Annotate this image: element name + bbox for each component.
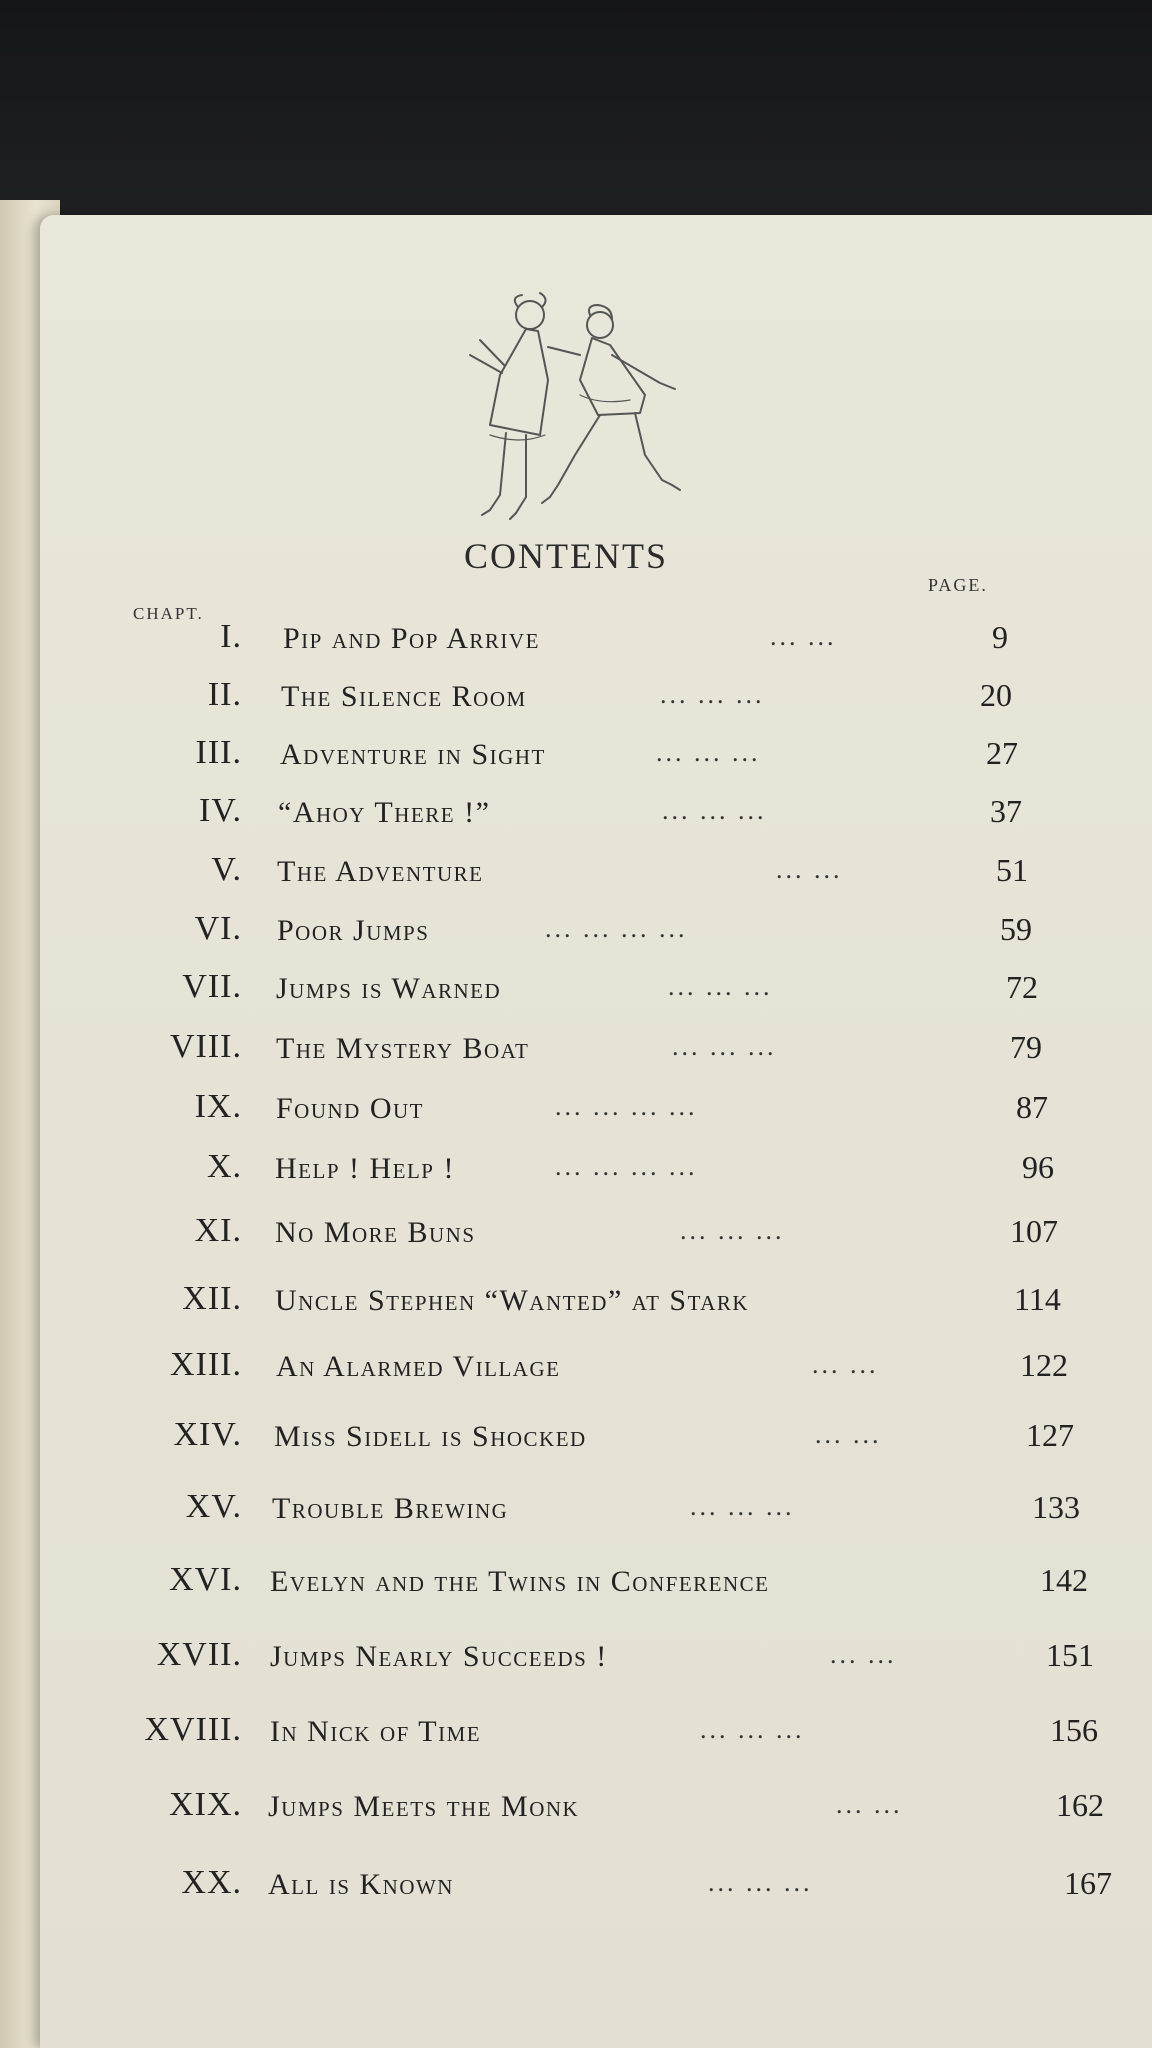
leader-dots: ... ... (776, 855, 843, 884)
page-number: 51 (996, 852, 1028, 888)
page-title: CONTENTS (464, 536, 668, 576)
leader-dots: ... ... ... ... (555, 1092, 698, 1121)
chapter-title: Found Out (276, 1092, 425, 1125)
page-number: 59 (1000, 911, 1032, 947)
toc-row (0, 1274, 1152, 1324)
chapter-title: Jumps Nearly Succeeds ! (270, 1640, 608, 1673)
page-column-header: PAGE. (928, 575, 988, 595)
chapter-number: XIX. (169, 1786, 242, 1823)
chapter-title: Uncle Stephen “Wanted” at Stark (275, 1284, 750, 1317)
toc-row (0, 1410, 1152, 1460)
two-children-dancing-illustration (430, 285, 710, 535)
page-number: 114 (1014, 1281, 1061, 1317)
toc-row (0, 786, 1152, 836)
chapter-title: In Nick of Time (270, 1715, 482, 1748)
leader-dots: ... ... ... (680, 1216, 785, 1245)
page-number: 151 (1046, 1637, 1094, 1673)
chapter-number: XX. (181, 1864, 242, 1901)
toc-row (0, 1142, 1152, 1192)
page-number: 127 (1026, 1417, 1074, 1453)
chapter-title: Miss Sidell is Shocked (274, 1420, 587, 1453)
chapter-title: No More Buns (275, 1216, 476, 1249)
leader-dots: ... ... (770, 622, 837, 651)
toc-row (0, 1630, 1152, 1680)
chapter-title: Trouble Brewing (272, 1492, 509, 1525)
leader-dots: ... ... (812, 1350, 879, 1379)
leader-dots: ... ... ... (662, 796, 767, 825)
chapter-title: Help ! Help ! (275, 1152, 455, 1185)
toc-row (0, 670, 1152, 720)
chapter-title: The Adventure (277, 855, 484, 888)
toc-row (0, 1482, 1152, 1532)
chapter-number: I. (220, 618, 242, 655)
toc-row (0, 1780, 1152, 1830)
chapter-title: The Silence Room (281, 680, 527, 713)
chapter-number: III. (195, 734, 242, 771)
chapter-column-header: CHAPT. (133, 604, 204, 623)
page-number: 79 (1010, 1029, 1042, 1065)
chapter-number: X. (206, 1148, 242, 1185)
toc-row (0, 1082, 1152, 1132)
chapter-number: XIV. (173, 1416, 242, 1453)
page-number: 107 (1010, 1213, 1058, 1249)
toc-row (0, 1705, 1152, 1755)
chapter-title: Pip and Pop Arrive (283, 622, 540, 655)
toc-row (0, 1206, 1152, 1256)
toc-row (0, 1340, 1152, 1390)
chapter-title: Jumps is Warned (276, 972, 502, 1005)
toc-row (0, 845, 1152, 895)
page-number: 142 (1040, 1562, 1088, 1598)
chapter-number: XIII. (169, 1346, 242, 1383)
chapter-title: Evelyn and the Twins in Conference (270, 1565, 770, 1598)
leader-dots: ... ... ... (672, 1032, 777, 1061)
chapter-title: All is Known (268, 1868, 454, 1901)
chapter-number: V. (211, 851, 242, 888)
page-number: 167 (1064, 1865, 1112, 1901)
chapter-title: “Ahoy There !” (278, 796, 491, 829)
leader-dots: ... ... (830, 1640, 897, 1669)
page-number: 37 (990, 793, 1022, 829)
toc-row (0, 728, 1152, 778)
leader-dots: ... ... ... (656, 738, 761, 767)
dark-background (0, 0, 1152, 240)
page-number: 133 (1032, 1489, 1080, 1525)
chapter-number: VII. (182, 968, 242, 1005)
page-number: 27 (986, 735, 1018, 771)
chapter-number: XV. (185, 1488, 242, 1525)
chapter-number: IX. (194, 1088, 242, 1125)
chapter-number: XII. (182, 1280, 242, 1317)
chapter-number: XVI. (169, 1561, 242, 1598)
chapter-number: XI. (194, 1212, 242, 1249)
page-number: 72 (1006, 969, 1038, 1005)
leader-dots: ... ... ... (668, 972, 773, 1001)
toc-row (0, 962, 1152, 1012)
chapter-number: XVII. (156, 1636, 242, 1673)
page-number: 87 (1016, 1089, 1048, 1125)
page-number: 122 (1020, 1347, 1068, 1383)
chapter-number: IV. (199, 792, 242, 829)
toc-row (0, 1555, 1152, 1605)
chapter-number: VIII. (169, 1028, 242, 1065)
page-number: 96 (1022, 1149, 1054, 1185)
leader-dots: ... ... ... (690, 1492, 795, 1521)
chapter-title: Poor Jumps (277, 914, 430, 947)
chapter-title: Adventure in Sight (280, 738, 546, 771)
chapter-number: II. (207, 676, 242, 713)
page-number: 9 (992, 619, 1008, 655)
chapter-title: An Alarmed Village (276, 1350, 561, 1383)
leader-dots: ... ... ... (708, 1868, 813, 1897)
page-number: 162 (1056, 1787, 1104, 1823)
toc-row (0, 904, 1152, 954)
chapter-title: Jumps Meets the Monk (268, 1790, 580, 1823)
leader-dots: ... ... ... ... (555, 1152, 698, 1181)
page-number: 20 (980, 677, 1012, 713)
page-number: 156 (1050, 1712, 1098, 1748)
leader-dots: ... ... ... (660, 680, 765, 709)
leader-dots: ... ... (815, 1420, 882, 1449)
toc-row (0, 1022, 1152, 1072)
leader-dots: ... ... ... ... (545, 914, 688, 943)
chapter-number: XVIII. (144, 1711, 242, 1748)
toc-row (0, 1858, 1152, 1908)
leader-dots: ... ... (836, 1790, 903, 1819)
leader-dots: ... ... ... (700, 1715, 805, 1744)
chapter-title: The Mystery Boat (276, 1032, 530, 1065)
toc-row (0, 612, 1152, 662)
chapter-number: VI. (194, 910, 242, 947)
